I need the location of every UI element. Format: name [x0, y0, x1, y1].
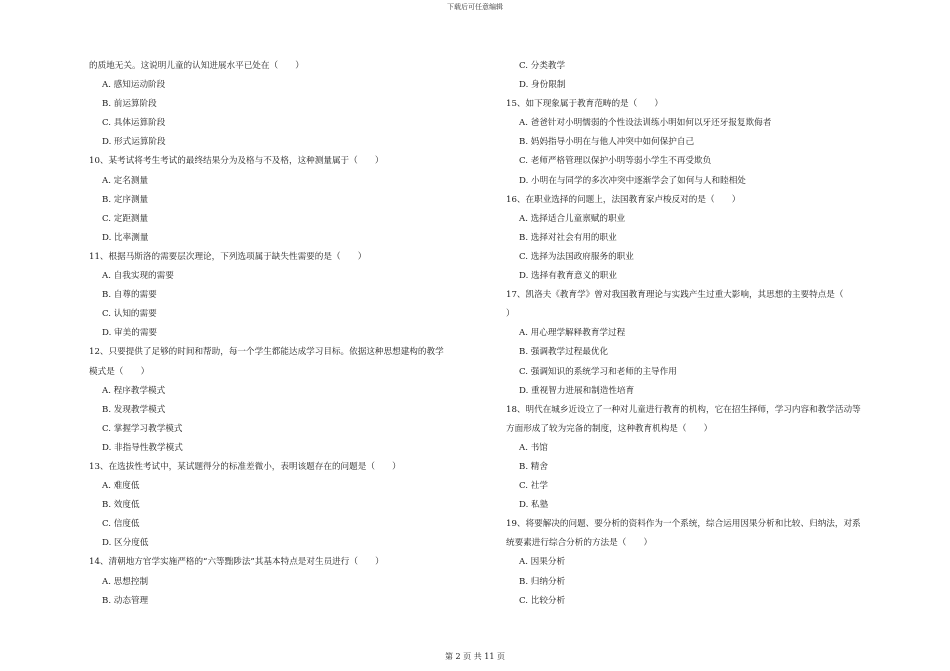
question-text: 10、某考试将考生考试的最终结果分为及格与不及格，这种测量属于（ ） [89, 156, 384, 167]
answer-option: D. 形式运算阶段 [102, 137, 166, 148]
answer-option: D. 非指导性教学模式 [102, 442, 183, 453]
question-text: 16、在职业选择的问题上，法国教育家卢梭反对的是（ ） [506, 194, 741, 205]
answer-option: B. 发现教学模式 [102, 404, 166, 415]
answer-option: C. 比较分析 [519, 595, 566, 606]
answer-option: B. 强调教学过程最优化 [519, 347, 609, 358]
answer-option: B. 选择对社会有用的职业 [519, 232, 617, 243]
answer-option: A. 难度低 [102, 481, 140, 492]
answer-option: C. 老师严格管理以保护小明等弱小学生不再受欺负 [519, 156, 712, 167]
answer-option: B. 效度低 [102, 500, 140, 511]
question-text: 15、如下现象属于教育范畴的是（ ） [506, 99, 664, 110]
answer-option: D. 区分度低 [102, 538, 149, 549]
question-text: 19、将要解决的问题、要分析的资料作为一个系统，综合运用因果分析和比较、归纳法，对系 [506, 519, 861, 530]
answer-option: D. 比率测量 [102, 232, 149, 243]
answer-option: A. 选择适合儿童禀赋的职业 [519, 213, 626, 224]
answer-option: C. 认知的需要 [102, 309, 157, 320]
question-text: 方面形成了较为完备的制度，这种教育机构是（ ） [506, 423, 713, 434]
answer-option: D. 私塾 [519, 500, 549, 511]
question-text: 11、根据马斯洛的需要层次理论，下列选项属于缺失性需要的是（ ） [89, 251, 367, 262]
answer-option: A. 定名测量 [102, 175, 149, 186]
answer-option: A. 程序教学模式 [102, 385, 166, 396]
question-text: 统要素进行综合分析的方法是（ ） [506, 538, 653, 549]
answer-option: B. 归纳分析 [519, 576, 566, 587]
answer-option: C. 掌握学习教学模式 [102, 423, 183, 434]
answer-option: B. 自尊的需要 [102, 290, 157, 301]
answer-option: C. 社学 [519, 481, 548, 492]
answer-option: A. 思想控制 [102, 576, 149, 587]
answer-option: A. 书馆 [519, 442, 548, 453]
question-text: 17、凯洛夫《教育学》曾对我国教育理论与实践产生过重大影响，其思想的主要特点是（ [506, 290, 844, 301]
answer-option: D. 小明在与同学的多次冲突中逐渐学会了如何与人和睦相处 [519, 175, 746, 186]
question-text: 的质地无关。这说明儿童的认知进展水平已处在（ ） [89, 61, 304, 71]
answer-option: B. 妈妈指导小明在与他人冲突中如何保护自己 [519, 137, 695, 148]
answer-option: C. 信度低 [102, 519, 140, 530]
answer-option: C. 分类教学 [519, 61, 566, 71]
question-text: ） [506, 309, 515, 320]
answer-option: B. 定序测量 [102, 194, 149, 205]
answer-option: D. 重视智力进展和制造性培育 [519, 385, 635, 396]
answer-option: B. 动态管理 [102, 595, 149, 606]
left-column [89, 57, 489, 611]
answer-option: C. 强调知识的系统学习和老师的主导作用 [519, 366, 677, 377]
answer-option: B. 前运算阶段 [102, 99, 157, 110]
answer-option: D. 选择有教育意义的职业 [519, 271, 617, 282]
page-footer: 第 2 页 共 11 页 [445, 652, 505, 661]
answer-option: D. 身份限制 [519, 80, 566, 91]
answer-option: A. 自我实现的需要 [102, 271, 174, 282]
answer-option: C. 定距测量 [102, 213, 149, 224]
question-text: 13、在选拔性考试中，某试题得分的标准差微小，表明该题存在的问题是（ ） [89, 461, 401, 472]
page-header: 下载后可任意编辑 [447, 3, 503, 11]
answer-option: B. 精舍 [519, 461, 548, 472]
question-text: 14、清朝地方官学实施严格的“六等黜陟法”其基本特点是对生员进行（ ） [89, 557, 384, 568]
answer-option: A. 因果分析 [519, 557, 566, 568]
answer-option: A. 用心理学解释教育学过程 [519, 328, 626, 339]
answer-option: A. 感知运动阶段 [102, 80, 166, 91]
question-text: 12、只要提供了足够的时间和帮助，每一个学生都能达成学习目标。依据这种思想建构的教学 [89, 347, 444, 358]
question-text: 模式是（ ） [89, 366, 150, 377]
answer-option: D. 审美的需要 [102, 328, 158, 339]
answer-option: A. 爸爸针对小明懦弱的个性设法训练小明如何以牙还牙报复欺侮者 [519, 118, 772, 129]
question-text: 18、明代在城乡近设立了一种对儿童进行教育的机构，它在招生择师，学习内容和教学活动等 [506, 404, 861, 415]
answer-option: C. 具体运算阶段 [102, 118, 166, 129]
right-column [506, 57, 906, 611]
answer-option: C. 选择为法国政府服务的职业 [519, 251, 634, 262]
